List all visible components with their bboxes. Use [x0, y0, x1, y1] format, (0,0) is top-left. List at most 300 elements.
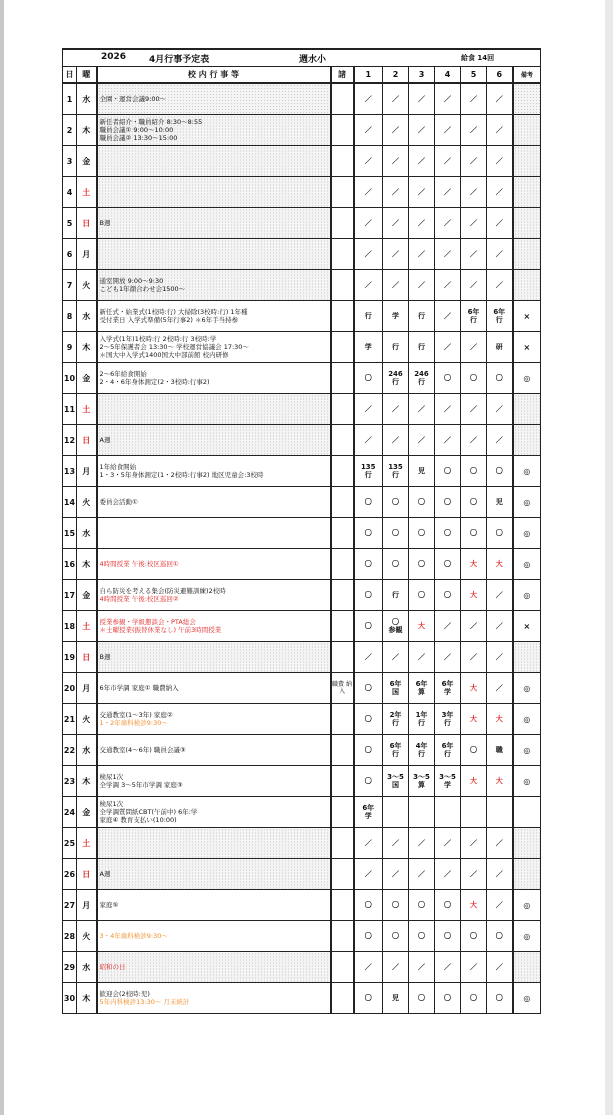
- day-row: [63, 704, 541, 735]
- grade-5-cell: ／: [461, 425, 487, 456]
- grade-1-cell: 〇: [354, 673, 383, 704]
- note-cell: [331, 115, 354, 146]
- grade-3-cell: 〇: [409, 518, 435, 549]
- day-row: [63, 177, 541, 208]
- note-cell: [331, 83, 354, 115]
- event-line: 受付業日 入学式準備(5年行事2) ＊6年手当持参: [99, 316, 239, 324]
- event-cell: [97, 549, 331, 580]
- event-line: 3・4年歯科検診9:30～: [99, 932, 168, 940]
- grade-1-cell: 〇: [354, 611, 383, 642]
- col-day: 日: [63, 67, 77, 84]
- day-number: 13: [63, 456, 77, 487]
- grade-3-cell: ／: [409, 859, 435, 890]
- grade-4-cell: 6年 行: [435, 735, 461, 766]
- grade-6-cell: ／: [487, 239, 513, 270]
- grade-3-cell: ／: [409, 394, 435, 425]
- grade-4-cell: ／: [435, 208, 461, 239]
- grade-2-cell: 〇: [383, 921, 409, 952]
- grade-3-cell: ／: [409, 239, 435, 270]
- note-cell: [331, 797, 354, 828]
- grade-1-cell: 〇: [354, 704, 383, 735]
- day-of-week: 火: [77, 487, 97, 518]
- grade-2-cell: 246 行: [383, 363, 409, 394]
- event-line: 検尿1次: [99, 800, 124, 808]
- day-of-week: 水: [77, 301, 97, 332]
- grade-2-cell: ／: [383, 270, 409, 301]
- grade-6-cell: ／: [487, 270, 513, 301]
- grade-4-cell: ／: [435, 332, 461, 363]
- event-line: 1年給食開始: [99, 463, 137, 471]
- event-cell: [97, 208, 331, 239]
- day-row: [63, 611, 541, 642]
- day-of-week: 月: [77, 673, 97, 704]
- event-line: 職員会議① 9:00～10:00: [99, 126, 174, 134]
- grade-6-cell: ／: [487, 83, 513, 115]
- extra-mark-cell: [513, 177, 541, 208]
- day-number: 25: [63, 828, 77, 859]
- event-line: A週: [99, 436, 111, 444]
- day-row: [63, 766, 541, 797]
- grade-1-cell: 〇: [354, 890, 383, 921]
- grade-6-cell: ／: [487, 859, 513, 890]
- event-line: こども1年顔合わせ会1500～: [99, 285, 186, 293]
- day-row: [63, 735, 541, 766]
- grade-5-cell: ／: [461, 394, 487, 425]
- grade-3-cell: ／: [409, 83, 435, 115]
- event-line: 交通教室(1～3年) 家庭②: [99, 711, 173, 719]
- day-row: [63, 828, 541, 859]
- day-row: [63, 363, 541, 394]
- grade-2-cell: ／: [383, 394, 409, 425]
- event-cell: [97, 146, 331, 177]
- event-cell: [97, 704, 331, 735]
- event-cell: [97, 859, 331, 890]
- event-cell: [97, 394, 331, 425]
- grade-4-cell: ／: [435, 394, 461, 425]
- grade-3-cell: 大: [409, 611, 435, 642]
- note-cell: [331, 580, 354, 611]
- day-of-week: 金: [77, 797, 97, 828]
- grade-6-cell: 大: [487, 766, 513, 797]
- event-cell: [97, 301, 331, 332]
- note-cell: [331, 642, 354, 673]
- day-of-week: 水: [77, 518, 97, 549]
- extra-mark-cell: ×: [513, 611, 541, 642]
- grade-1-cell: 〇: [354, 766, 383, 797]
- grade-3-cell: 〇: [409, 549, 435, 580]
- grade-2-cell: 6年 国: [383, 673, 409, 704]
- grade-2-cell: 〇 参観: [383, 611, 409, 642]
- grade-6-cell: 〇: [487, 921, 513, 952]
- day-number: 10: [63, 363, 77, 394]
- grade-3-cell: [409, 797, 435, 828]
- col-grade-4: 4: [435, 67, 461, 84]
- grade-2-cell: ／: [383, 115, 409, 146]
- note-cell: [331, 611, 354, 642]
- event-line: 4時間授業 午後:校区巡回①: [99, 560, 179, 568]
- day-number: 30: [63, 983, 77, 1014]
- day-of-week: 木: [77, 115, 97, 146]
- day-of-week: 月: [77, 890, 97, 921]
- grade-4-cell: 〇: [435, 456, 461, 487]
- grade-6-cell: 研: [487, 332, 513, 363]
- note-cell: 職費 納入: [331, 673, 354, 704]
- grade-5-cell: 大: [461, 673, 487, 704]
- event-line: B週: [99, 219, 111, 227]
- grade-2-cell: 学: [383, 301, 409, 332]
- extra-mark-cell: ◎: [513, 549, 541, 580]
- day-row: [63, 301, 541, 332]
- grade-1-cell: ／: [354, 83, 383, 115]
- grade-5-cell: ／: [461, 642, 487, 673]
- grade-1-cell: 〇: [354, 983, 383, 1014]
- event-line: 通室開放 9:00～9:30: [99, 277, 164, 285]
- grade-3-cell: 行: [409, 332, 435, 363]
- event-cell: [97, 828, 331, 859]
- note-cell: [331, 859, 354, 890]
- note-cell: [331, 177, 354, 208]
- grade-1-cell: ／: [354, 394, 383, 425]
- event-line: 5年内科検診13:30～ 月末統計: [99, 998, 190, 1006]
- day-row: [63, 83, 541, 115]
- day-number: 3: [63, 146, 77, 177]
- note-cell: [331, 270, 354, 301]
- day-number: 11: [63, 394, 77, 425]
- grade-3-cell: ／: [409, 146, 435, 177]
- day-number: 28: [63, 921, 77, 952]
- grade-5-cell: ／: [461, 859, 487, 890]
- day-row: [63, 456, 541, 487]
- event-line: 全園・運営会議9:00～: [99, 95, 167, 103]
- grade-6-cell: ／: [487, 611, 513, 642]
- day-row: [63, 146, 541, 177]
- event-cell: [97, 425, 331, 456]
- note-cell: [331, 394, 354, 425]
- extra-mark-cell: ◎: [513, 456, 541, 487]
- grade-2-cell: 〇: [383, 487, 409, 518]
- grade-4-cell: ／: [435, 859, 461, 890]
- extra-mark-cell: ◎: [513, 673, 541, 704]
- grade-5-cell: 大: [461, 766, 487, 797]
- grade-1-cell: 学: [354, 332, 383, 363]
- grade-4-cell: [435, 797, 461, 828]
- grade-1-cell: 〇: [354, 363, 383, 394]
- grade-5-cell: 6年 行: [461, 301, 487, 332]
- day-number: 15: [63, 518, 77, 549]
- event-line: 委員会活動①: [99, 498, 138, 506]
- event-cell: [97, 642, 331, 673]
- event-cell: [97, 363, 331, 394]
- day-of-week: 水: [77, 735, 97, 766]
- grade-6-cell: ／: [487, 952, 513, 983]
- day-of-week: 日: [77, 642, 97, 673]
- day-number: 12: [63, 425, 77, 456]
- grade-6-cell: 大: [487, 549, 513, 580]
- grade-3-cell: 〇: [409, 921, 435, 952]
- event-line: 歓迎会(2校時:児): [99, 990, 150, 998]
- col-extra: 備考: [513, 67, 541, 84]
- day-row: [63, 921, 541, 952]
- grade-5-cell: 〇: [461, 363, 487, 394]
- note-cell: [331, 239, 354, 270]
- day-of-week: 火: [77, 704, 97, 735]
- day-row: [63, 487, 541, 518]
- grade-2-cell: 135 行: [383, 456, 409, 487]
- day-number: 1: [63, 83, 77, 115]
- note-cell: [331, 983, 354, 1014]
- day-row: [63, 642, 541, 673]
- day-of-week: 日: [77, 208, 97, 239]
- grade-2-cell: ／: [383, 642, 409, 673]
- day-of-week: 日: [77, 425, 97, 456]
- event-cell: [97, 115, 331, 146]
- extra-mark-cell: [513, 828, 541, 859]
- grade-2-cell: 〇: [383, 518, 409, 549]
- event-line: ＊国大中入学式1400国大中部前館 校内研修: [99, 351, 229, 359]
- event-line: 入学式(1年)1校時:行 2校時:行 3校時:学: [99, 335, 217, 343]
- day-number: 9: [63, 332, 77, 363]
- grade-5-cell: ／: [461, 239, 487, 270]
- grade-3-cell: 〇: [409, 487, 435, 518]
- note-cell: [331, 735, 354, 766]
- event-line: 自ら防災を考える集会(防災避難訓練)2校時: [99, 587, 226, 595]
- grade-6-cell: ／: [487, 425, 513, 456]
- grade-2-cell: 行: [383, 332, 409, 363]
- day-of-week: 土: [77, 828, 97, 859]
- day-number: 14: [63, 487, 77, 518]
- grade-2-cell: ／: [383, 177, 409, 208]
- extra-mark-cell: [513, 859, 541, 890]
- grade-1-cell: ／: [354, 239, 383, 270]
- grade-1-cell: 〇: [354, 580, 383, 611]
- grade-1-cell: 6年 学: [354, 797, 383, 828]
- grade-5-cell: ／: [461, 270, 487, 301]
- grade-4-cell: 6年 学: [435, 673, 461, 704]
- grade-4-cell: 〇: [435, 549, 461, 580]
- event-line: 4時間授業 午後:校区巡回②: [99, 595, 179, 603]
- note-cell: [331, 332, 354, 363]
- note-cell: [331, 425, 354, 456]
- extra-mark-cell: ◎: [513, 766, 541, 797]
- grade-5-cell: ／: [461, 952, 487, 983]
- grade-5-cell: ／: [461, 611, 487, 642]
- note-cell: [331, 487, 354, 518]
- grade-6-cell: ／: [487, 115, 513, 146]
- extra-mark-cell: [513, 115, 541, 146]
- grade-3-cell: ／: [409, 177, 435, 208]
- grade-4-cell: 3～5 学: [435, 766, 461, 797]
- day-row: [63, 332, 541, 363]
- grade-1-cell: 〇: [354, 921, 383, 952]
- grade-4-cell: 〇: [435, 487, 461, 518]
- grade-1-cell: ／: [354, 208, 383, 239]
- day-row: [63, 115, 541, 146]
- event-cell: [97, 673, 331, 704]
- event-line: 新任者紹介・職員紹介 8:30～8:55: [99, 118, 203, 126]
- day-number: 4: [63, 177, 77, 208]
- day-of-week: 水: [77, 83, 97, 115]
- grade-5-cell: 〇: [461, 518, 487, 549]
- grade-1-cell: 〇: [354, 518, 383, 549]
- event-cell: [97, 611, 331, 642]
- grade-5-cell: ／: [461, 208, 487, 239]
- event-cell: [97, 983, 331, 1014]
- day-of-week: 金: [77, 146, 97, 177]
- grade-3-cell: 3～5 算: [409, 766, 435, 797]
- grade-5-cell: ／: [461, 115, 487, 146]
- event-cell: [97, 580, 331, 611]
- col-grade-3: 3: [409, 67, 435, 84]
- grade-3-cell: ／: [409, 270, 435, 301]
- event-cell: [97, 332, 331, 363]
- grade-6-cell: 児: [487, 487, 513, 518]
- event-cell: [97, 921, 331, 952]
- grade-4-cell: 〇: [435, 983, 461, 1014]
- grade-4-cell: ／: [435, 642, 461, 673]
- grade-6-cell: 〇: [487, 983, 513, 1014]
- day-row: [63, 425, 541, 456]
- event-line: 家庭⑤: [99, 901, 119, 909]
- extra-mark-cell: [513, 952, 541, 983]
- note-cell: [331, 921, 354, 952]
- day-of-week: 月: [77, 239, 97, 270]
- event-line: 検尿1次: [99, 773, 124, 781]
- col-notes: 諸: [331, 67, 354, 84]
- event-line: 昭和の日: [99, 963, 126, 971]
- grade-6-cell: ／: [487, 177, 513, 208]
- day-of-week: 日: [77, 859, 97, 890]
- extra-mark-cell: ◎: [513, 735, 541, 766]
- extra-mark-cell: ×: [513, 332, 541, 363]
- day-number: 2: [63, 115, 77, 146]
- grade-5-cell: ／: [461, 177, 487, 208]
- grade-1-cell: ／: [354, 642, 383, 673]
- day-of-week: 火: [77, 270, 97, 301]
- event-line: 家庭④ 教育支払い(10:00): [99, 816, 177, 824]
- note-cell: [331, 363, 354, 394]
- extra-mark-cell: ◎: [513, 518, 541, 549]
- grade-1-cell: 〇: [354, 549, 383, 580]
- grade-5-cell: ／: [461, 146, 487, 177]
- grade-4-cell: ／: [435, 611, 461, 642]
- note-cell: [331, 549, 354, 580]
- day-row: [63, 859, 541, 890]
- note-cell: [331, 766, 354, 797]
- grade-3-cell: ／: [409, 642, 435, 673]
- event-cell: [97, 487, 331, 518]
- event-line: 1・2年歯科検診9:30～: [99, 719, 168, 727]
- col-grade-6: 6: [487, 67, 513, 84]
- day-of-week: 土: [77, 394, 97, 425]
- day-number: 8: [63, 301, 77, 332]
- day-number: 23: [63, 766, 77, 797]
- grade-6-cell: ／: [487, 208, 513, 239]
- day-of-week: 水: [77, 952, 97, 983]
- note-cell: [331, 828, 354, 859]
- extra-mark-cell: [513, 642, 541, 673]
- day-row: [63, 239, 541, 270]
- grade-4-cell: 3年 行: [435, 704, 461, 735]
- note-cell: [331, 952, 354, 983]
- year-label: 2026: [101, 52, 127, 62]
- grade-2-cell: 行: [383, 580, 409, 611]
- event-cell: [97, 177, 331, 208]
- day-of-week: 木: [77, 332, 97, 363]
- day-row: [63, 952, 541, 983]
- grade-2-cell: ／: [383, 83, 409, 115]
- grade-3-cell: ／: [409, 952, 435, 983]
- note-cell: [331, 208, 354, 239]
- event-line: 6年市学調 家庭① 職費納入: [99, 684, 179, 692]
- grade-5-cell: 〇: [461, 983, 487, 1014]
- col-grade-2: 2: [383, 67, 409, 84]
- note-cell: [331, 456, 354, 487]
- day-row: [63, 549, 541, 580]
- schedule-table: [62, 48, 541, 1014]
- day-of-week: 土: [77, 611, 97, 642]
- day-number: 5: [63, 208, 77, 239]
- grade-4-cell: ／: [435, 83, 461, 115]
- grade-3-cell: 6年 算: [409, 673, 435, 704]
- day-row: [63, 983, 541, 1014]
- grade-5-cell: 大: [461, 580, 487, 611]
- note-cell: [331, 704, 354, 735]
- grade-4-cell: 〇: [435, 363, 461, 394]
- day-number: 22: [63, 735, 77, 766]
- grade-2-cell: 2年 行: [383, 704, 409, 735]
- grade-3-cell: 1年 行: [409, 704, 435, 735]
- day-of-week: 金: [77, 363, 97, 394]
- event-line: ＊土曜授業(振替休業なし) 午前3時間授業: [99, 626, 222, 634]
- grade-5-cell: 〇: [461, 735, 487, 766]
- event-line: 全学調質問紙CBT(午前中) 6年:学: [99, 808, 198, 816]
- grade-2-cell: [383, 797, 409, 828]
- event-cell: [97, 270, 331, 301]
- grade-3-cell: 〇: [409, 890, 435, 921]
- grade-2-cell: ／: [383, 828, 409, 859]
- day-row: [63, 518, 541, 549]
- extra-mark-cell: [513, 239, 541, 270]
- grade-6-cell: 大: [487, 704, 513, 735]
- day-number: 21: [63, 704, 77, 735]
- grade-4-cell: ／: [435, 425, 461, 456]
- day-number: 6: [63, 239, 77, 270]
- grade-1-cell: 行: [354, 301, 383, 332]
- grade-1-cell: ／: [354, 425, 383, 456]
- event-line: 職員会議② 13:30～15:00: [99, 134, 178, 142]
- grade-5-cell: 〇: [461, 921, 487, 952]
- grade-6-cell: ／: [487, 673, 513, 704]
- day-number: 18: [63, 611, 77, 642]
- extra-mark-cell: [513, 83, 541, 115]
- grade-3-cell: 〇: [409, 580, 435, 611]
- grade-3-cell: ／: [409, 115, 435, 146]
- grade-2-cell: ／: [383, 146, 409, 177]
- grade-1-cell: ／: [354, 146, 383, 177]
- page-border-left: [0, 0, 4, 1115]
- day-number: 24: [63, 797, 77, 828]
- day-number: 7: [63, 270, 77, 301]
- grade-2-cell: ／: [383, 859, 409, 890]
- event-line: 全学調 3～5年市学調 家庭③: [99, 781, 183, 789]
- grade-4-cell: 〇: [435, 580, 461, 611]
- grade-3-cell: ／: [409, 425, 435, 456]
- grade-6-cell: ／: [487, 828, 513, 859]
- grade-3-cell: 行: [409, 301, 435, 332]
- event-line: 2・4・6年身体測定(2・3校時:行事2): [99, 378, 210, 386]
- grade-3-cell: 児: [409, 456, 435, 487]
- col-grade-1: 1: [354, 67, 383, 84]
